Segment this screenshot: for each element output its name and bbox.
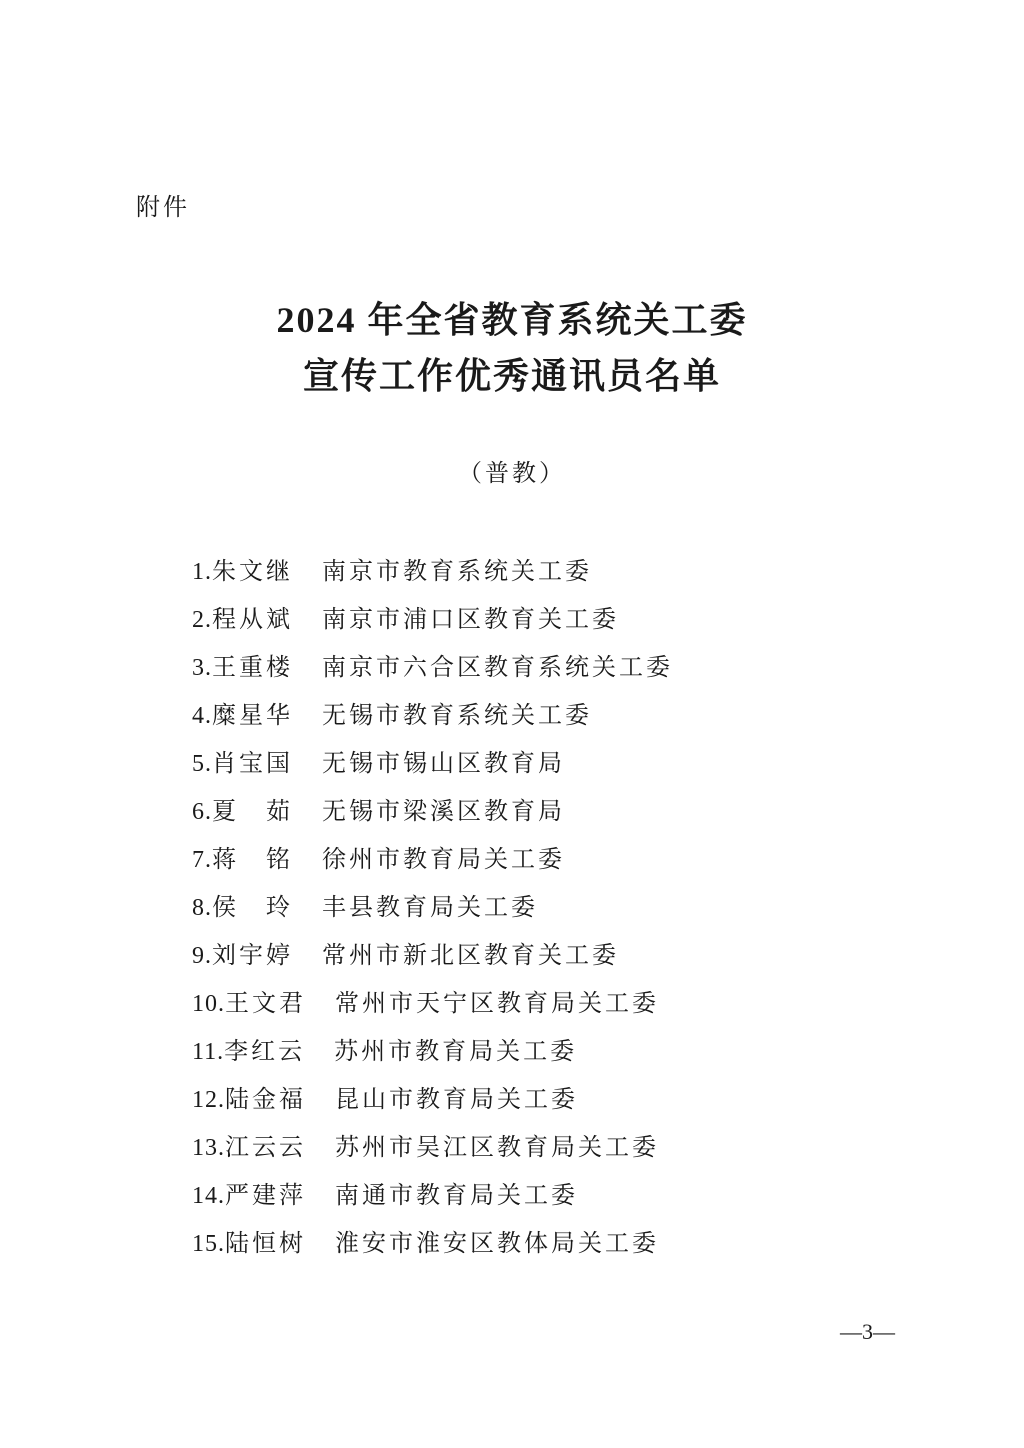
item-number: 12. [192,1087,225,1113]
item-name: 严建萍 [225,1183,306,1209]
title-line-2: 宣传工作优秀通讯员名单 [302,356,721,396]
item-organization: 苏州市吴江区教育局关工委 [335,1135,659,1161]
list-item [192,692,892,740]
item-name: 江云云 [225,1135,306,1161]
title-line-1: 2024 年全省教育系统关工委 [276,300,748,340]
item-number: 9. [192,943,212,969]
list-item [192,596,892,644]
list-item [192,548,892,596]
list-item [192,884,892,932]
item-name: 程从斌 [212,607,293,633]
item-name: 陆金福 [225,1087,306,1113]
item-organization: 无锡市梁溪区教育局 [322,799,565,825]
list-item [192,644,892,692]
item-number: 13. [192,1135,225,1161]
list-item [192,788,892,836]
list-item [192,1124,892,1172]
item-number: 5. [192,751,212,777]
item-name: 夏 茹 [212,799,293,825]
item-name: 糜星华 [212,703,293,729]
list-item [192,1028,892,1076]
item-number: 1. [192,559,212,585]
item-number: 4. [192,703,212,729]
item-number: 15. [192,1231,225,1257]
item-name: 朱文继 [212,559,293,585]
item-organization: 常州市天宁区教育局关工委 [335,991,659,1017]
item-name: 肖宝国 [212,751,293,777]
document-title [0,292,1024,404]
page-number: —3— [840,1319,895,1344]
item-organization: 南通市教育局关工委 [335,1183,578,1209]
item-name: 李红云 [224,1039,306,1065]
item-organization: 南京市教育系统关工委 [322,559,592,585]
item-organization: 无锡市锡山区教育局 [322,751,565,777]
list-item [192,932,892,980]
item-organization: 丰县教育局关工委 [322,895,538,921]
item-name: 蒋 铭 [212,847,293,873]
list-item [192,836,892,884]
item-number: 7. [192,847,212,873]
list-item [192,980,892,1028]
item-organization: 南京市浦口区教育关工委 [322,607,619,633]
item-number: 3. [192,655,212,681]
item-name: 侯 玲 [212,895,293,921]
item-name: 王重楼 [212,655,293,681]
list-item [192,1076,892,1124]
item-number: 2. [192,607,212,633]
list-item [192,740,892,788]
correspondent-list [192,548,892,1268]
item-name: 陆恒树 [225,1231,306,1257]
attachment-label: 附件 [136,195,190,221]
item-number: 6. [192,799,212,825]
item-number: 8. [192,895,212,921]
item-name: 王文君 [225,991,306,1017]
item-organization: 苏州市教育局关工委 [334,1039,578,1065]
item-organization: 徐州市教育局关工委 [322,847,565,873]
list-item [192,1220,892,1268]
category-subtitle: （普教） [458,461,566,487]
list-item [192,1172,892,1220]
item-organization: 无锡市教育系统关工委 [322,703,592,729]
item-number: 11. [192,1039,225,1065]
item-organization: 南京市六合区教育系统关工委 [322,655,673,681]
item-name: 刘宇婷 [212,943,293,969]
item-organization: 淮安市淮安区教体局关工委 [335,1231,659,1257]
item-number: 14. [192,1183,225,1209]
item-number: 10. [192,991,225,1017]
item-organization: 昆山市教育局关工委 [335,1087,578,1113]
item-organization: 常州市新北区教育关工委 [322,943,619,969]
